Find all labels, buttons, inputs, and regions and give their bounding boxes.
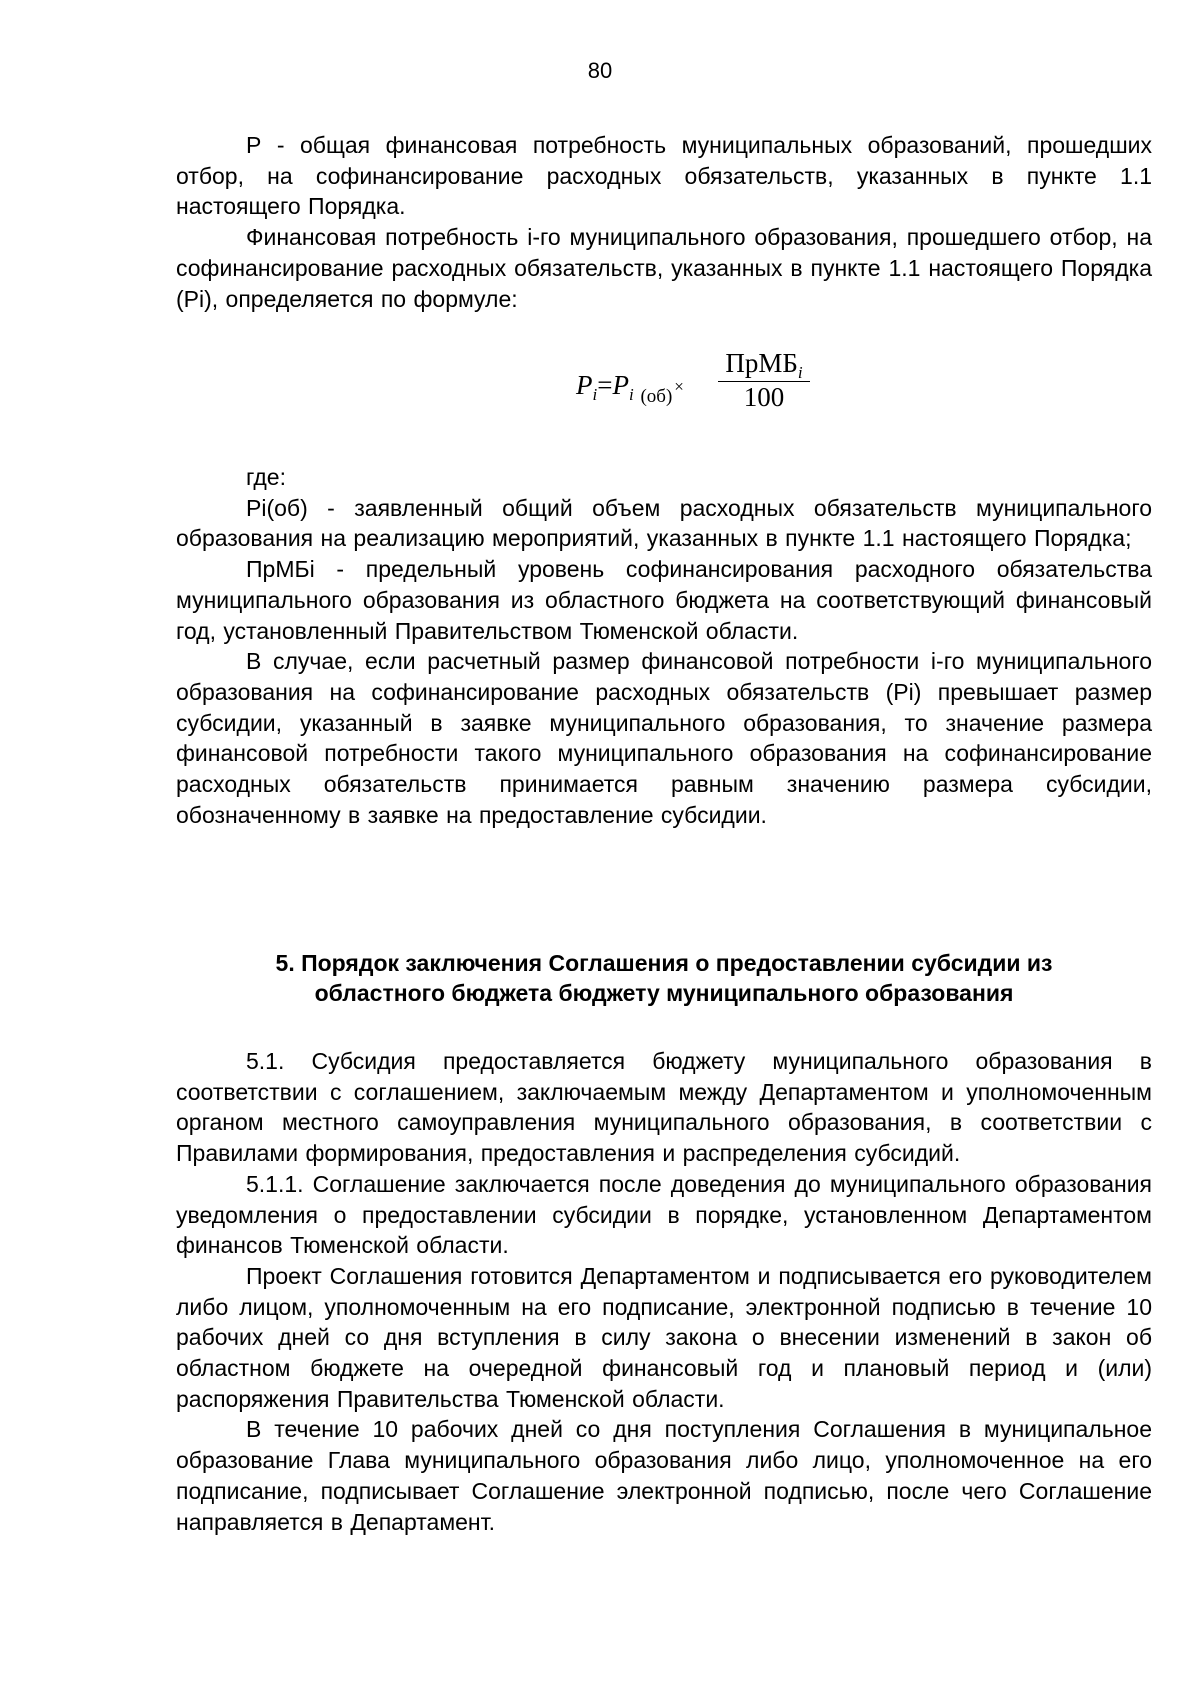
formula-equals: = xyxy=(597,370,613,400)
formula-numerator xyxy=(716,348,812,382)
paragraph-draft-agreement: Проект Соглашения готовится Департаментом и подписывается его руководителем либо лицом, уполномоченным на его подписание, электронной подписью в течение 10 рабочих дней со дня вступления в силу закона о внесении изменений в закон об областном бюджете на очередной финансовый год и плановый период и (или) распоряжения Правительства Тюменской области. xyxy=(176,1262,1152,1412)
paragraph-prmbi-definition: ПрМБi - предельный уровень софинансирования расходного обязательства муниципального образования из областного бюджета на соответствующий финансовый год, установленный Правительством Тюменской области. xyxy=(176,556,1152,644)
section-heading-line-1: 5. Порядок заключения Соглашения о предоставлении субсидии из xyxy=(275,950,1053,976)
paragraph-pi-ob-definition: Pi(об) - заявленный общий объем расходных обязательств муниципального образования на реализацию мероприятий, указанных в пункте 1.1 настоящего Порядка; xyxy=(176,494,1152,552)
formula-times: × xyxy=(674,377,684,396)
paragraph-where: где: xyxy=(246,464,286,490)
section-heading-line-2: областного бюджета бюджету муниципального образования xyxy=(314,980,1014,1006)
paragraph-5-1: 5.1. Субсидия предоставляется бюджету муниципального образования в соответствии с соглашением, заключаемым между Департаментом и уполномоченным органом местного самоуправления муниципального образования, в соответствии с Правилами формирования, предоставления и распределения субсидий. xyxy=(176,1048,1152,1167)
formula-lhs-var: P xyxy=(576,370,593,400)
paragraph-5-1-1: 5.1.1. Соглашение заключается после доведения до муниципального образования уведомления о предоставлении субсидии в порядке, установленном Департаментом финансов Тюменской области. xyxy=(176,1170,1152,1259)
formula-rhs-var: P xyxy=(612,370,629,400)
paragraph-case-exceeds: В случае, если расчетный размер финансовой потребности i-го муниципального образования на софинансирование расходных обязательств (Pi) превышает размер субсидии, указанный в заявке муниципального образования, то значение размера финансовой потребности такого муниципального образования на софинансирование расходных обязательств принимается равным значению размера субсидии, обозначенному в заявке на предоставление субсидии. xyxy=(176,648,1152,828)
formula-numerator-text: ПрМБ xyxy=(725,348,798,378)
intro-paragraphs xyxy=(176,130,1152,314)
section-5-heading xyxy=(176,948,1152,1008)
section-5-paragraphs xyxy=(176,1046,1152,1537)
formula-denominator: 100 xyxy=(743,382,785,412)
paragraph-p-definition: Р - общая финансовая потребность муниципальных образований, прошедших отбор, на софинансирование расходных обязательств, указанных в пункте 1.1 настоящего Порядка. xyxy=(176,132,1152,220)
formula-lhs-sub: i xyxy=(592,385,598,404)
formula-rhs-sub: i xyxy=(628,385,634,404)
page-number: 80 xyxy=(587,58,613,83)
formula-lhs xyxy=(576,370,684,407)
formula-numerator-sub: i xyxy=(797,363,803,382)
paragraph-within-10-days: В течение 10 рабочих дней со дня поступления Соглашения в муниципальное образование Глава муниципального образования либо лицо, уполномоченное на его подписание, подписывает Соглашение электронной подписью, после чего Соглашение направляется в Департамент. xyxy=(176,1416,1152,1535)
paragraph-pi-intro: Финансовая потребность i-го муниципального образования, прошедшего отбор, на софинансирование расходных обязательств, указанных в пункте 1.1 настоящего Порядка (Pi), определяется по формуле: xyxy=(176,224,1152,312)
formula-rhs-paren: (об) xyxy=(640,386,673,407)
formula-fraction xyxy=(716,348,812,413)
definitions-paragraphs xyxy=(176,462,1152,830)
formula-pi xyxy=(576,348,826,428)
